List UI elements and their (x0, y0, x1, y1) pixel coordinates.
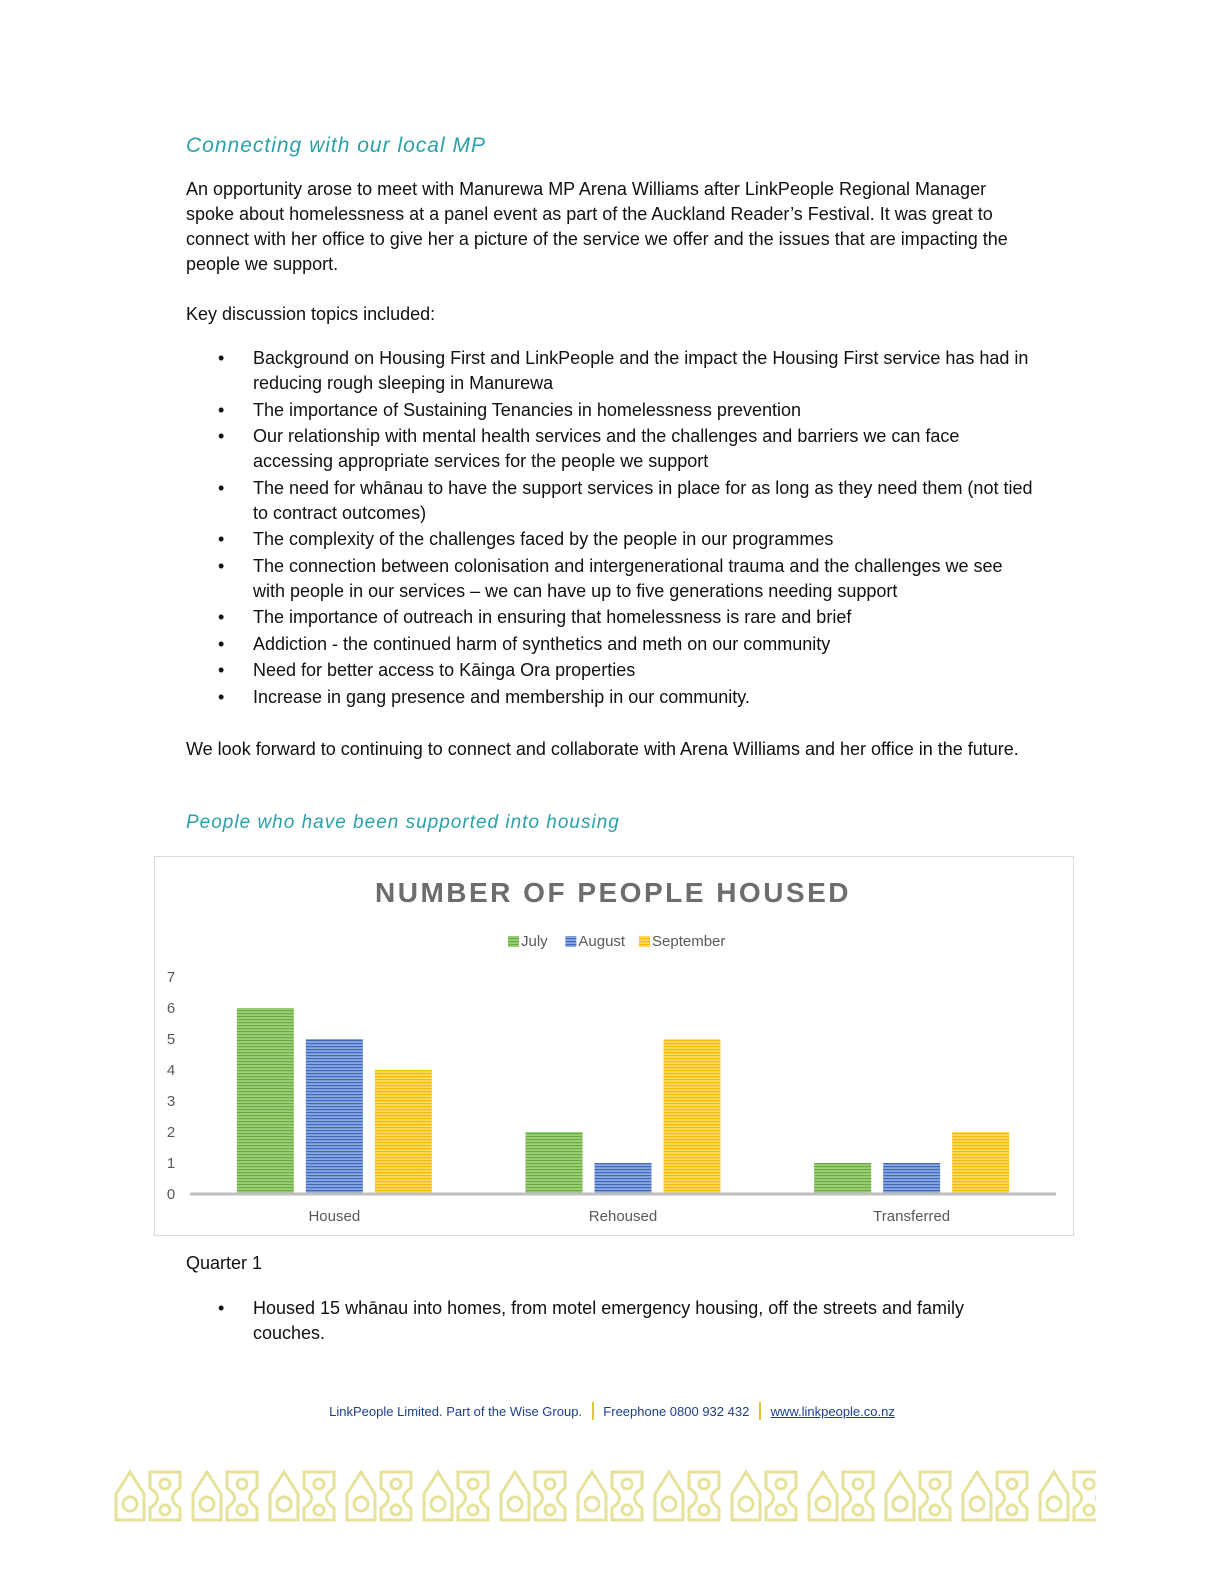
y-tick-label: 5 (166, 1031, 176, 1048)
chart-frame (154, 856, 1074, 1236)
bar (952, 1132, 1009, 1194)
quarter-label: Quarter 1 (186, 1253, 263, 1273)
bar (306, 1039, 363, 1194)
footer-separator (759, 1402, 761, 1420)
chart-title: NUMBER OF PEOPLE HOUSED (375, 877, 851, 908)
decorative-pattern-border (110, 1464, 1096, 1526)
chart-legend (508, 933, 725, 950)
list-item: • Addiction - the continued harm of synthetics and meth on our community (186, 632, 1036, 657)
list-item: • The complexity of the challenges faced by the people in our programmes (186, 527, 1036, 552)
y-tick-label: 2 (166, 1124, 176, 1141)
pattern-motif (732, 1472, 796, 1520)
section-heading-housing: People who have been supported into housing (186, 812, 620, 833)
footer-phone: Freephone 0800 932 432 (603, 1404, 750, 1419)
bar-chart (155, 857, 1073, 1235)
legend-label: July (521, 933, 548, 950)
y-tick-label: 0 (166, 1186, 176, 1203)
pattern-motif (1040, 1472, 1096, 1520)
list-item: • The importance of Sustaining Tenancies in homelessness prevention (186, 398, 1036, 423)
list-item: • Need for better access to Kāinga Ora properties (186, 658, 1036, 683)
topics-list (186, 346, 1036, 711)
list-item: • The importance of outreach in ensuring that homelessness is rare and brief (186, 605, 1036, 630)
y-tick-label: 4 (166, 1062, 176, 1079)
pattern-motif (655, 1472, 719, 1520)
bar (883, 1163, 940, 1194)
footer-website-link[interactable]: www.linkpeople.co.nz (770, 1404, 895, 1419)
bar (814, 1163, 871, 1194)
closing-paragraph: We look forward to continuing to connect and collaborate with Arena Williams and her office in the future. (186, 739, 1019, 759)
list-item: • Our relationship with mental health services and the challenges and barriers we can face accessing appropriate services for the people we support (186, 424, 1036, 474)
bar (595, 1163, 652, 1194)
quarter-list (186, 1296, 1036, 1348)
y-tick-label: 7 (166, 969, 176, 986)
list-item: • Background on Housing First and LinkPeople and the impact the Housing First service has had in reducing rough sleeping in Manurewa (186, 346, 1036, 396)
intro-paragraph: An opportunity arose to meet with Manurewa MP Arena Williams after LinkPeople Regional Manager spoke about homelessness at a panel event as part of the Auckland Reader’s Festival. It was great to connect with her office to give her a picture of the service we offer and the issues that are impacting the people we support. (186, 179, 1008, 274)
pattern-motif (963, 1472, 1027, 1520)
pattern-motif (501, 1472, 565, 1520)
key-topics-label: Key discussion topics included: (186, 304, 436, 324)
pattern-motif (886, 1472, 950, 1520)
x-tick-label: Rehoused (588, 1208, 658, 1225)
pattern-motif (809, 1472, 873, 1520)
bar (237, 1008, 294, 1194)
pattern-motif (578, 1472, 642, 1520)
list-item: • The need for whānau to have the support services in place for as long as they need them (not tied to contract outcomes) (186, 476, 1036, 526)
bar (375, 1070, 432, 1194)
footer-org: LinkPeople Limited. Part of the Wise Group. (329, 1404, 583, 1419)
bars-group (237, 1008, 1009, 1194)
x-tick-label: Transferred (873, 1208, 951, 1225)
pattern-motif (347, 1472, 411, 1520)
section-heading-local-mp: Connecting with our local MP (186, 134, 486, 157)
legend-swatch (565, 936, 576, 947)
legend-label: August (578, 933, 626, 950)
y-tick-label: 1 (166, 1155, 176, 1172)
bar (526, 1132, 583, 1194)
pattern-motif (270, 1472, 334, 1520)
legend-label: September (652, 933, 726, 950)
pattern-motif (116, 1472, 180, 1520)
list-item: • Housed 15 whānau into homes, from motel emergency housing, off the streets and family couches. (186, 1296, 1036, 1346)
page-footer (0, 1402, 1224, 1420)
pattern-motif (193, 1472, 257, 1520)
y-tick-label: 3 (166, 1093, 176, 1110)
legend-swatch (639, 936, 650, 947)
pattern-motif (424, 1472, 488, 1520)
legend-swatch (508, 936, 519, 947)
y-tick-label: 6 (166, 1000, 176, 1017)
list-item: • The connection between colonisation and intergenerational trauma and the challenges we see with people in our services – we can have up to five generations needing support (186, 554, 1036, 604)
x-axis (308, 1208, 950, 1225)
x-tick-label: Housed (308, 1208, 361, 1225)
footer-separator (592, 1402, 594, 1420)
y-axis (167, 969, 175, 1203)
list-item: • Increase in gang presence and membership in our community. (186, 685, 1036, 710)
bar (664, 1039, 721, 1194)
